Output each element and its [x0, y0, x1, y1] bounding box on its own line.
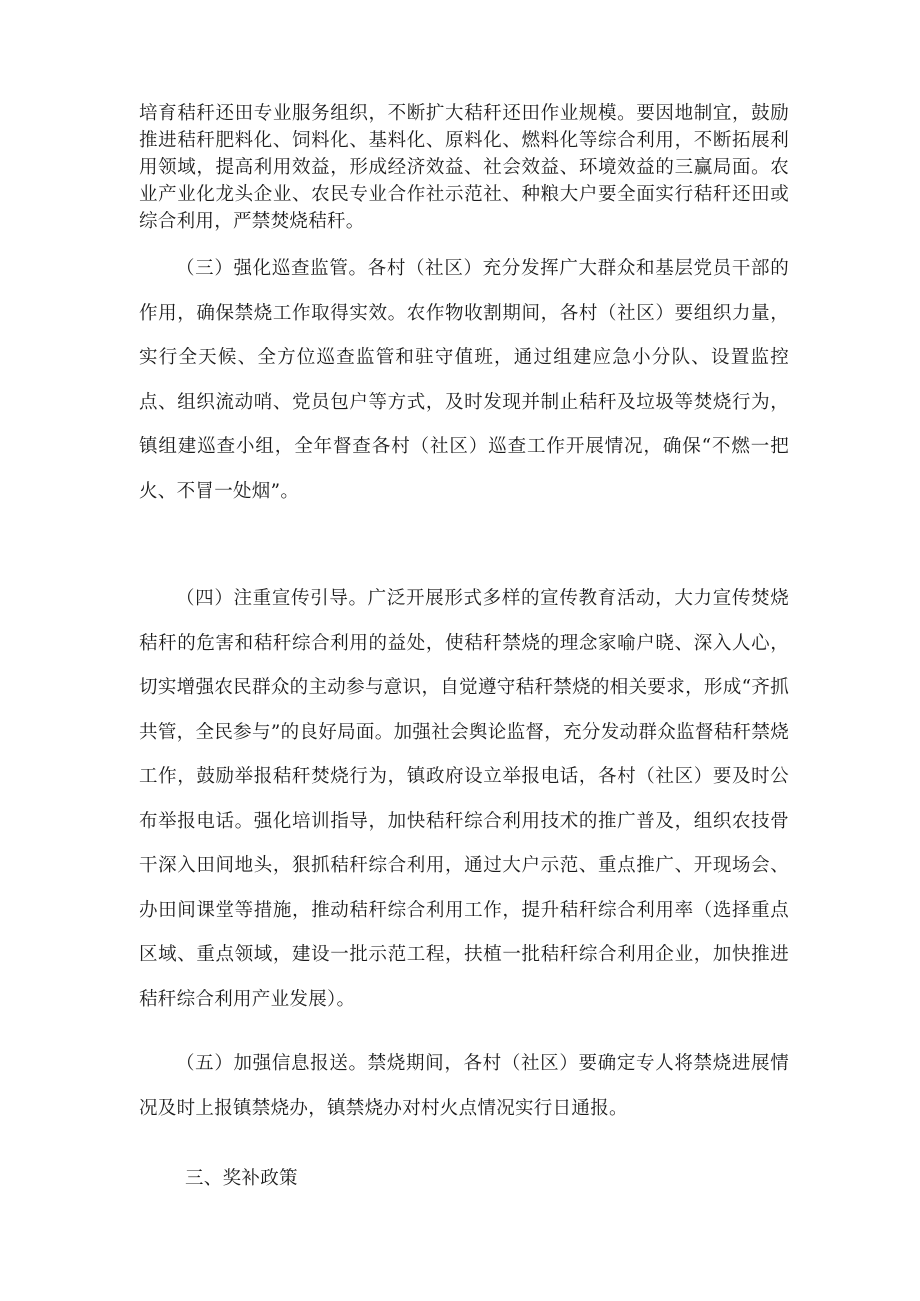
section-heading-subsidy-policy: 三、奖补政策: [185, 1168, 298, 1189]
paragraph-patrol-supervision: （三）强化巡查监管。各村（社区）充分发挥广大群众和基层党员干部的作用，确保禁烧工作取得实效。农作物收割期间，各村（社区）要组织力量，实行全天候、全方位巡查监管和驻守值班，通过组建应急小分队、设置监控点、组织流动哨、党员包户等方式，及时发现并制止秸秆及垃圾等焚烧行为，镇组建巡查小组，全年督查各村（社区）巡查工作开展情况，确保“不燃一把火、不冒一处烟”。: [139, 258, 789, 502]
paragraph-straw-utilization: 培育秸秆还田专业服务组织，不断扩大秸秆还田作业规模。要因地制宜，鼓励推进秸秆肥料化、饲料化、基料化、原料化、燃料化等综合利用，不断拓展利用领域，提高利用效益，形成经济效益、社会效益、环境效益的三赢局面。农业产业化龙头企业、农民专业合作社示范社、种粮大户要全面实行秸秆还田或综合利用，严禁焚烧秸秆。: [139, 103, 789, 232]
paragraph-publicity-guidance: （四）注重宣传引导。广泛开展形式多样的宣传教育活动，大力宣传焚烧秸秆的危害和秸秆综合利用的益处，使秸秆禁烧的理念家喻户晓、深入人心，切实增强农民群众的主动参与意识，自觉遵守秸秆禁烧的相关要求，形成“齐抓共管，全民参与”的良好局面。加强社会舆论监督，充分发动群众监督秸秆禁烧工作，鼓励举报秸秆焚烧行为，镇政府设立举报电话，各村（社区）要及时公布举报电话。强化培训指导，加快秸秆综合利用技术的推广普及，组织农技骨干深入田间地头，狠抓秸秆综合利用，通过大户示范、重点推广、开现场会、办田间课堂等措施，推动秸秆综合利用工作，提升秸秆综合利用率（选择重点区域、重点领域，建设一批示范工程，扶植一批秸秆综合利用企业，加快推进秸秆综合利用产业发展）。: [139, 588, 789, 1010]
paragraph-information-reporting: （五）加强信息报送。禁烧期间，各村（社区）要确定专人将禁烧进展情况及时上报镇禁烧办，镇禁烧办对村火点情况实行日通报。: [139, 1053, 789, 1119]
